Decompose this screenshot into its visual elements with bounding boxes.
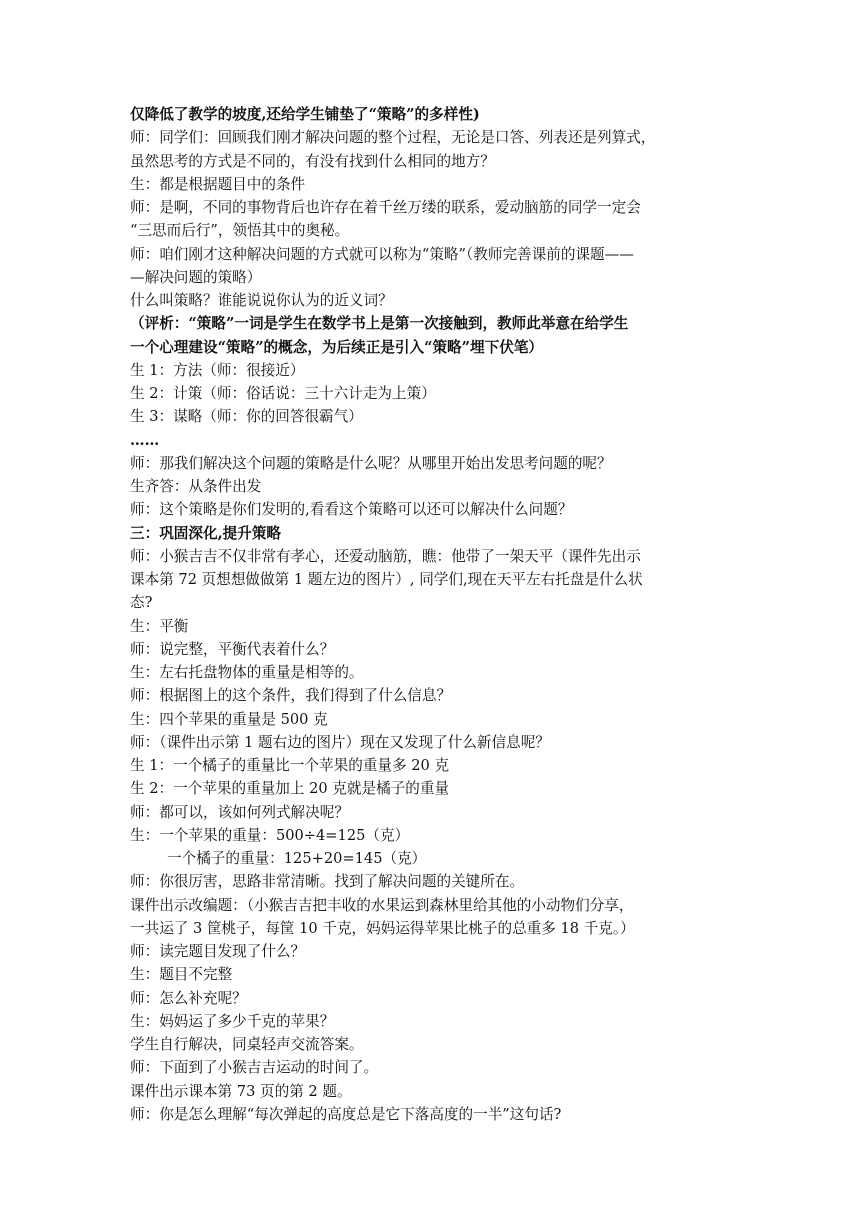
text-line: 学生自行解决，同桌轻声交流答案。 — [130, 1036, 364, 1053]
text-line: 生：一个苹果的重量：500÷4=125（克） — [130, 826, 410, 844]
text-line: …… — [130, 431, 160, 449]
text-line: 生：都是根据题目中的条件 — [130, 175, 306, 193]
text-line: 师：咱们刚才这种解决问题的方式就可以称为“策略”（教师完善课前的课题—— — [130, 245, 634, 263]
text-line: 师：（课件出示第 1 题右边的图片）现在又发现了什么新信息呢？ — [130, 733, 550, 751]
text-line: 仅降低了教学的坡度,还给学生铺垫了“策略”的多样性) — [130, 106, 480, 123]
text-line: 生：四个苹果的重量是 500 克 — [130, 710, 328, 728]
text-line: —解决问题的策略） — [130, 268, 262, 286]
text-line: 师：这个策略是你们发明的,看看这个策略可以还可以解决什么问题？ — [130, 501, 573, 519]
text-line: 师：同学们：回顾我们刚才解决问题的整个过程，无论是口答、列表还是列算式， — [130, 129, 656, 147]
text-line: 生 2：计策（师：俗话说：三十六计走为上策） — [130, 385, 436, 402]
text-line: 师：怎么补充呢？ — [130, 989, 247, 1007]
text-line: 师：你很厉害，思路非常清晰。找到了解决问题的关键所在。 — [130, 873, 525, 891]
text-line: 生：左右托盘物体的重量是相等的。 — [130, 664, 364, 681]
text-line: 师：是啊，不同的事物背后也许存在着千丝万缕的联系，爱动脑筋的同学一定会 — [130, 199, 641, 216]
text-line: 师：下面到了小猴吉吉运动的时间了。 — [130, 1059, 379, 1077]
text-line: 师：根据图上的这个条件，我们得到了什么信息？ — [130, 687, 452, 705]
text-line: 师：小猴吉吉不仅非常有孝心，还爱动脑筋，瞧：他带了一架天平（课件先出示 — [130, 547, 641, 565]
text-line: 课本第 72 页想想做做第 1 题左边的图片）, 同学们,现在天平左右托盘是什么状 — [130, 571, 643, 588]
text-line: 虽然思考的方式是不同的，有没有找到什么相同的地方？ — [130, 152, 495, 170]
text-line: 师：都可以，该如何列式解决呢？ — [130, 803, 349, 821]
text-line: 生 1：方法（师：很接近） — [130, 361, 305, 379]
text-line: 一共运了 3 筐桃子，每筐 10 千克，妈妈运得苹果比桃子的总重多 18 千克。） — [130, 919, 635, 937]
document-page — [130, 103, 750, 1126]
text-line: 生齐答：从条件出发 — [130, 478, 262, 495]
text-line: “三思而后行”，领悟其中的奥秘。 — [130, 222, 350, 240]
text-line: 课件出示课本第 73 页的第 2 题。 — [130, 1082, 352, 1100]
text-line: 课件出示改编题：（小猴吉吉把丰收的水果运到森林里给其他的小动物们分享， — [130, 896, 634, 914]
text-line: 生 2：一个苹果的重量加上 20 克就是橘子的重量 — [130, 780, 450, 798]
text-line: （评析：“策略”一词是学生在数学书上是第一次接触到，教师此举意在给学生 — [130, 315, 629, 333]
text-line: 三：巩固深化,提升策略 — [130, 524, 282, 542]
text-line: 师：那我们解决这个问题的策略是什么呢？从哪里开始出发思考问题的呢？ — [130, 454, 612, 472]
text-line: 生 1：一个橘子的重量比一个苹果的重量多 20 克 — [130, 757, 450, 774]
text-line: 生：妈妈运了多少千克的苹果？ — [130, 1012, 335, 1030]
text-line: 态? — [130, 594, 153, 612]
text-line: 什么叫策略？谁能说说你认为的近义词？ — [130, 292, 393, 309]
text-line: 师：读完题目发现了什么？ — [130, 943, 306, 960]
text-line: 生：平衡 — [130, 617, 189, 635]
text-line: 生 3：谋略（师：你的回答很霸气） — [130, 408, 363, 426]
text-line: 一个心理建设“策略”的概念，为后续正是引入“策略”埋下伏笔） — [130, 338, 544, 356]
text-line: 一个橘子的重量：125+20=145（克） — [167, 850, 427, 867]
text-line: 生：题目不完整 — [130, 966, 233, 984]
text-line: 师：你是怎么理解“每次弹起的高度总是它下落高度的一半”这句话? — [130, 1105, 562, 1123]
text-line: 师：说完整，平衡代表着什么？ — [130, 640, 335, 658]
